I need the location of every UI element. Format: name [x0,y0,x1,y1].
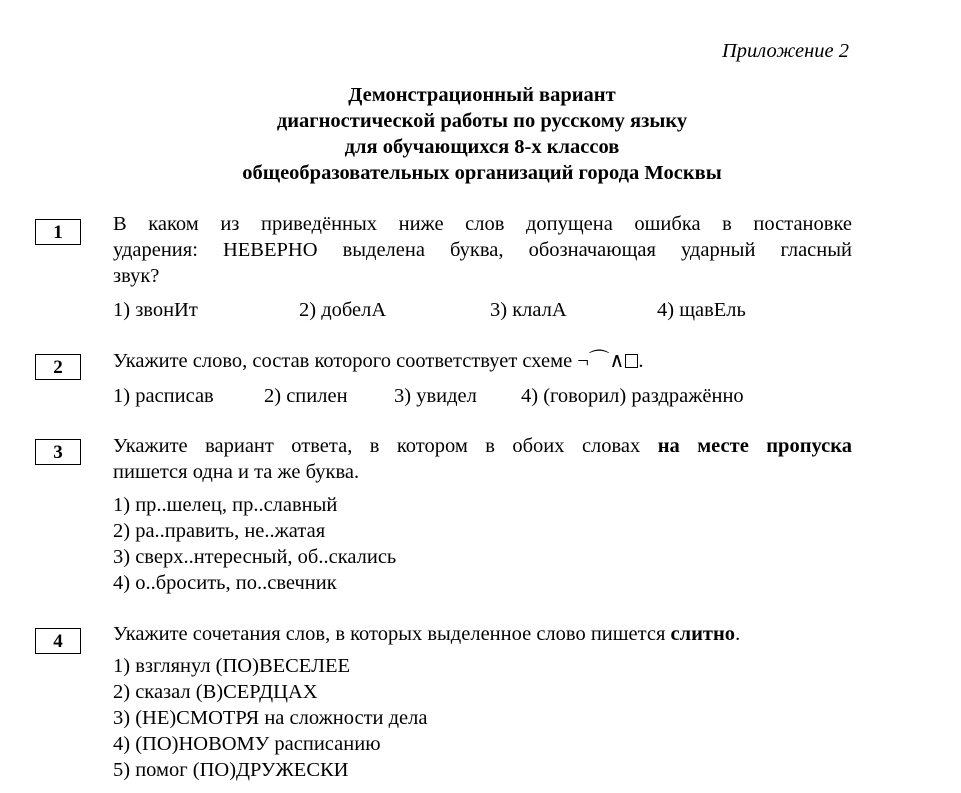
task-4-text: Укажите сочетания слов, в которых выделенное слово пишется [113,623,671,645]
task-1-line-1: В каком из приведённых ниже слов допущена ошибка в постановке [113,213,852,235]
task-3-text: Укажите вариант ответа, в котором в обоих словах [113,435,658,457]
task-1-option-3: 3) клалА [490,299,567,321]
task-3-number: 3 [35,439,81,465]
task-4-option-3: 3) (НЕ)СМОТРЯ на сложности дела [113,707,428,729]
appendix-label: Приложение 2 [721,40,849,62]
task-3-option-2: 2) ра..править, не..жатая [113,520,326,542]
title-line-4: общеобразовательных организаций города Москвы [242,162,722,184]
task-4-options [113,653,428,783]
document-title [150,82,814,186]
ending-box-icon [625,354,638,368]
task-1-option-4: 4) щавЕль [657,299,746,321]
task-1-line-3: звук? [113,265,160,287]
task-2-option-4: 4) (говорил) раздражённо [521,385,744,407]
task-2-text-end: . [638,350,644,372]
task-4-option-2: 2) сказал (В)СЕРДЦАХ [113,681,318,703]
task-3-option-1: 1) пр..шелец, пр..славный [113,494,338,516]
task-1-number: 1 [35,219,81,245]
title-line-3: для обучающихся 8-х классов [344,136,620,158]
task-2-text: Укажите слово, состав которого соответствует схеме ¬⌒∧ [113,350,625,372]
task-4-option-1: 1) взглянул (ПО)ВЕСЕЛЕЕ [113,655,351,677]
task-4-option-5: 5) помог (ПО)ДРУЖЕСКИ [113,759,349,781]
task-2-option-3: 3) увидел [394,385,477,407]
task-3-question [113,433,852,485]
task-4-option-4: 4) (ПО)НОВОМУ расписанию [113,733,381,755]
task-2-option-2: 2) спилен [264,385,348,407]
title-line-1: Демонстрационный вариант [348,84,616,106]
task-1-line-2: ударения: НЕВЕРНО выделена буква, обозначающая ударный гласный [113,239,852,261]
task-2-question [113,348,852,374]
task-3-line-1 [113,433,852,459]
task-3-options [113,492,396,596]
task-3-emphasis: на месте пропуска [657,435,852,457]
task-4-number: 4 [35,628,81,654]
task-3-option-4: 4) о..бросить, по..свечник [113,572,337,594]
task-1-question [113,211,852,289]
task-3-line-2: пишется одна и та же буква. [113,461,360,483]
task-2-option-1: 1) расписав [113,385,214,407]
task-4-question [113,621,852,647]
task-1-option-1: 1) звонИт [113,299,198,321]
task-1-option-2: 2) добелА [299,299,387,321]
title-line-2: диагностической работы по русскому языку [276,110,688,132]
task-3-option-3: 3) сверх..нтересный, об..скались [113,546,397,568]
task-2-number: 2 [35,354,81,380]
task-4-text-end: . [735,623,741,645]
task-4-emphasis: слитно [670,623,736,645]
